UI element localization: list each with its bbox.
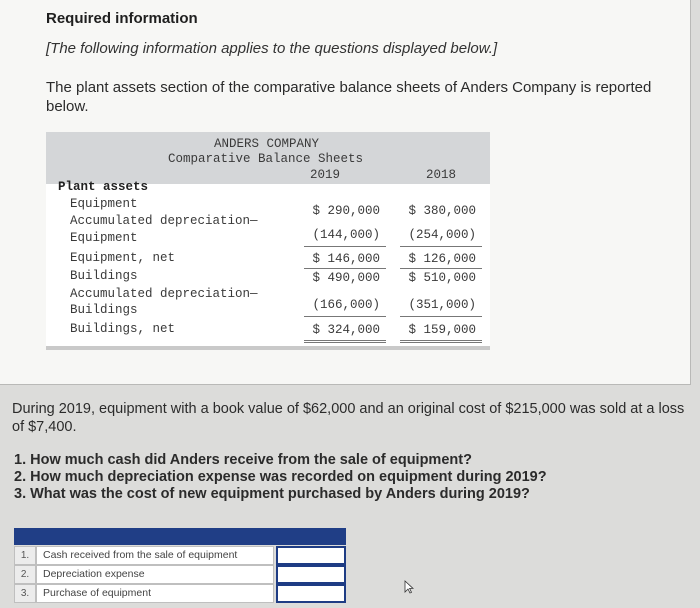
accum-dep-equipment-2019: (144,000) xyxy=(312,228,380,242)
accum-dep-buildings-2018: (351,000) xyxy=(408,298,476,312)
row-number: 3. xyxy=(14,584,36,603)
answer-table-header xyxy=(14,528,346,545)
underline-2018-c xyxy=(400,316,482,317)
question-2: 2. How much depreciation expense was recorded on equipment during 2019? xyxy=(14,469,547,485)
double-underline-2018 xyxy=(400,340,482,343)
equipment-label: Equipment xyxy=(70,197,138,211)
required-information-title: Required information xyxy=(46,10,198,27)
accum-dep-buildings-label-1: Accumulated depreciation— xyxy=(70,287,258,301)
answer-label-cash-received: Cash received from the sale of equipment xyxy=(36,546,274,565)
answer-row-1 xyxy=(14,546,346,565)
statement-title: Comparative Balance Sheets xyxy=(168,152,364,166)
year-2019-header: 2019 xyxy=(310,168,341,182)
underline-2019-b xyxy=(304,268,386,269)
depreciation-expense-input[interactable] xyxy=(276,565,346,584)
balance-sheet-table xyxy=(46,132,490,350)
double-underline-2019 xyxy=(304,340,386,343)
row-number: 2. xyxy=(14,565,36,584)
buildings-2019: $ 490,000 xyxy=(312,271,380,285)
underline-2018-a xyxy=(400,246,482,247)
buildings-2018: $ 510,000 xyxy=(408,271,476,285)
equipment-net-2018: $ 126,000 xyxy=(408,252,476,266)
buildings-net-2019: $ 324,000 xyxy=(312,323,380,337)
accum-dep-buildings-2019: (166,000) xyxy=(312,298,380,312)
answer-row-3 xyxy=(14,584,346,603)
underline-2019-a xyxy=(304,246,386,247)
answer-label-depreciation-expense: Depreciation expense xyxy=(36,565,274,584)
sale-info-text: During 2019, equipment with a book value of $62,000 and an original cost of $215,000 was sold at a loss of $7,400. xyxy=(12,401,685,435)
mouse-pointer-icon xyxy=(404,580,414,594)
instruction-note: [The following information applies to the questions displayed below.] xyxy=(46,40,498,57)
purchase-of-equipment-input[interactable] xyxy=(276,584,346,603)
answer-table xyxy=(14,528,346,604)
equipment-2019: $ 290,000 xyxy=(312,204,380,218)
questions-list xyxy=(14,452,547,503)
question-1: 1. How much cash did Anders receive from the sale of equipment? xyxy=(14,452,472,468)
cash-received-input[interactable] xyxy=(276,546,346,565)
question-3: 3. What was the cost of new equipment purchased by Anders during 2019? xyxy=(14,486,530,502)
answer-row-2 xyxy=(14,565,346,584)
equipment-2018: $ 380,000 xyxy=(408,204,476,218)
table-bottom-bar xyxy=(46,346,490,350)
underline-2018-b xyxy=(400,268,482,269)
row-number: 1. xyxy=(14,546,36,565)
buildings-net-2018: $ 159,000 xyxy=(408,323,476,337)
company-name: ANDERS COMPANY xyxy=(214,137,320,151)
accum-dep-buildings-label-2: Buildings xyxy=(70,303,138,317)
accum-dep-equipment-label-1: Accumulated depreciation— xyxy=(70,214,258,228)
buildings-label: Buildings xyxy=(70,269,138,283)
answer-label-purchase-of-equipment: Purchase of equipment xyxy=(36,584,274,603)
section-plant-assets: Plant assets xyxy=(58,180,149,194)
equipment-net-2019: $ 146,000 xyxy=(312,252,380,266)
buildings-net-label: Buildings, net xyxy=(70,322,176,336)
year-2018-header: 2018 xyxy=(426,168,457,182)
underline-2019-c xyxy=(304,316,386,317)
intro-text: The plant assets section of the comparative balance sheets of Anders Company is reported below. xyxy=(46,79,652,115)
accum-dep-equipment-2018: (254,000) xyxy=(408,228,476,242)
accum-dep-equipment-label-2: Equipment xyxy=(70,231,138,245)
equipment-net-label: Equipment, net xyxy=(70,251,176,265)
